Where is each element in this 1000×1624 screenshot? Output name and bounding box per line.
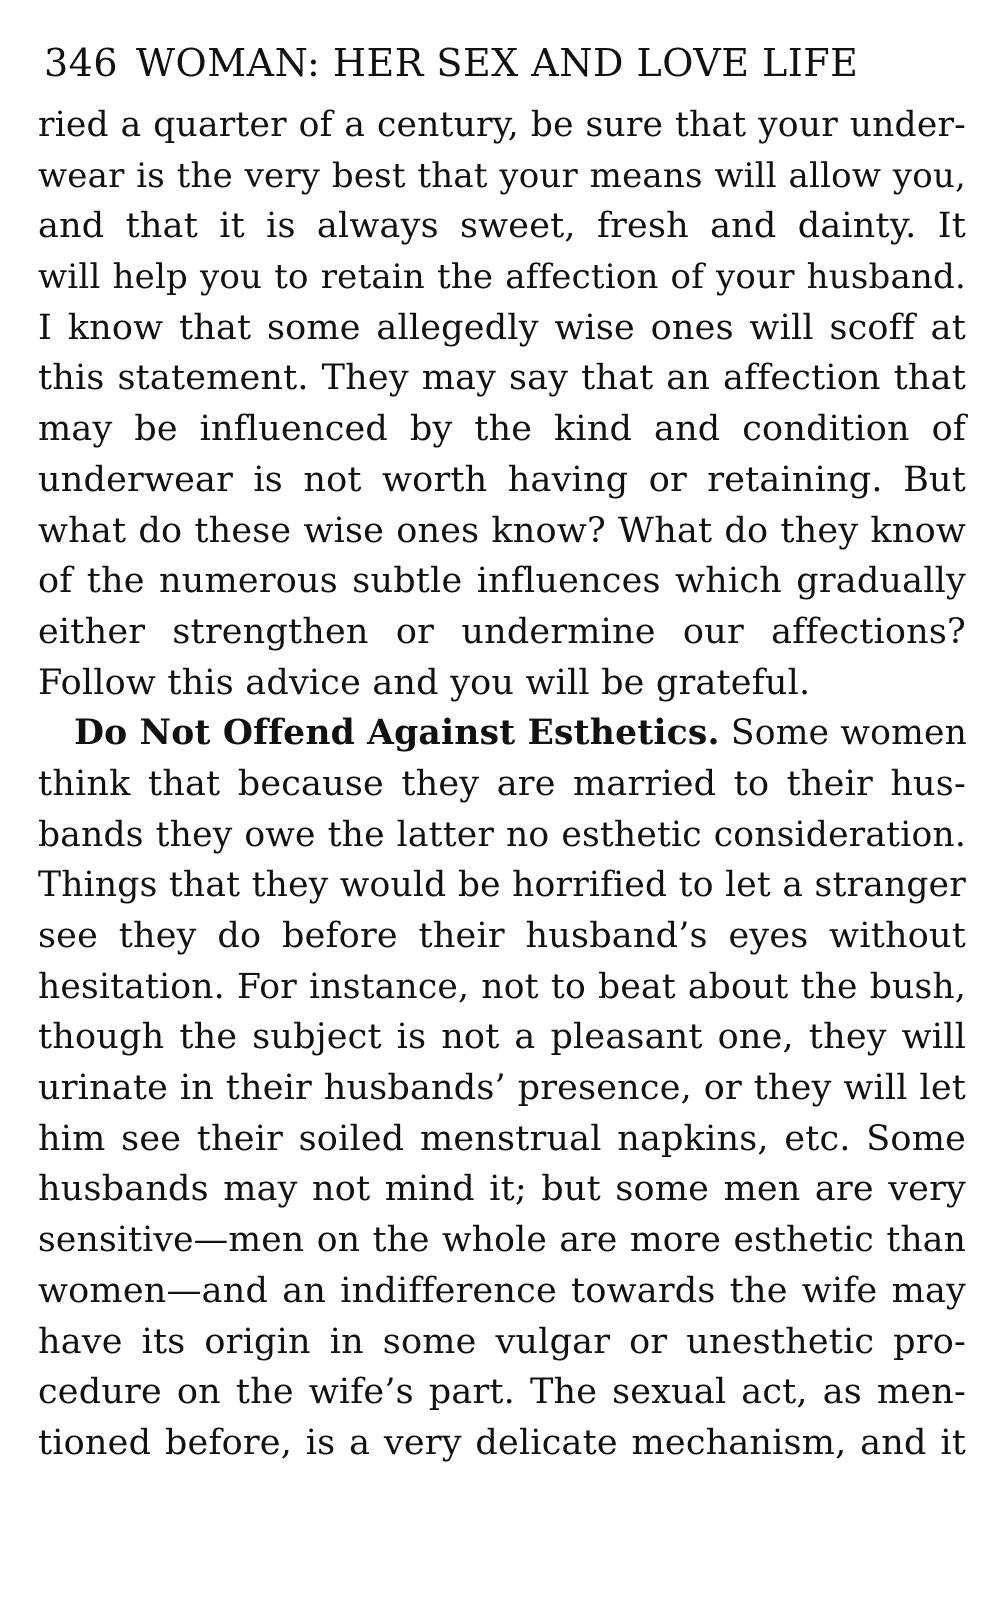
text-line: Things that they would be horrified to let a stranger (38, 865, 966, 906)
text-line: either strengthen or undermine our affections? (38, 611, 966, 652)
text-line: may be influenced by the kind and condition of (38, 409, 966, 450)
text-line: Follow this advice and you will be grateful. (38, 662, 811, 703)
text-line: though the subject is not a pleasant one, they will (38, 1017, 966, 1058)
text-line: hesitation. For instance, not to beat about the bush, (38, 966, 966, 1007)
running-title: WOMAN: HER SEX AND LOVE LIFE (136, 41, 859, 85)
text-line: and that it is always sweet, fresh and dainty. It (38, 206, 966, 247)
text-line: will help you to retain the affection of your husband. (38, 257, 966, 298)
text-line: tioned before, is a very delicate mechanism, and it (38, 1422, 966, 1463)
body-text (38, 100, 966, 1469)
section-heading: Do Not Offend Against Esthetics. (74, 713, 720, 754)
text-line: have its origin in some vulgar or unesthetic pro- (38, 1321, 966, 1362)
text-line: what do these wise ones know? What do they know (38, 510, 966, 551)
text-line: urinate in their husbands’ presence, or they will let (38, 1068, 966, 1109)
text-line: him see their soiled menstrual napkins, etc. Some (38, 1118, 966, 1159)
text-line: this statement. They may say that an affection that (38, 358, 966, 399)
page-number: 346 (44, 41, 119, 85)
text-line: of the numerous subtle influences which gradually (38, 561, 966, 602)
text-line: bands they owe the latter no esthetic consideration. (38, 814, 966, 855)
paragraph-first-line (38, 708, 966, 759)
running-head (44, 38, 966, 88)
text-line: ried a quarter of a century, be sure that your under- (38, 105, 966, 145)
text-line: sensitive—men on the whole are more esthetic than (38, 1220, 966, 1261)
paragraph-2 (38, 708, 966, 1468)
text-line: wear is the very best that your means will allow you, (38, 155, 966, 196)
text-line: see they do before their husband’s eyes without (38, 916, 966, 956)
text-line: cedure on the wife’s part. The sexual act, as men- (38, 1372, 966, 1413)
text-line: underwear is not worth having or retaining. But (38, 459, 966, 500)
text-line: I know that some allegedly wise ones will scoff at (38, 307, 966, 348)
text-fragment: Some women (730, 713, 968, 754)
paragraph-1 (38, 100, 966, 708)
text-line: husbands may not mind it; but some men are very (38, 1169, 966, 1210)
text-line: think that because they are married to their hus- (38, 763, 966, 804)
text-line: women—and an indifference towards the wife may (38, 1270, 966, 1311)
book-page (38, 38, 966, 1469)
